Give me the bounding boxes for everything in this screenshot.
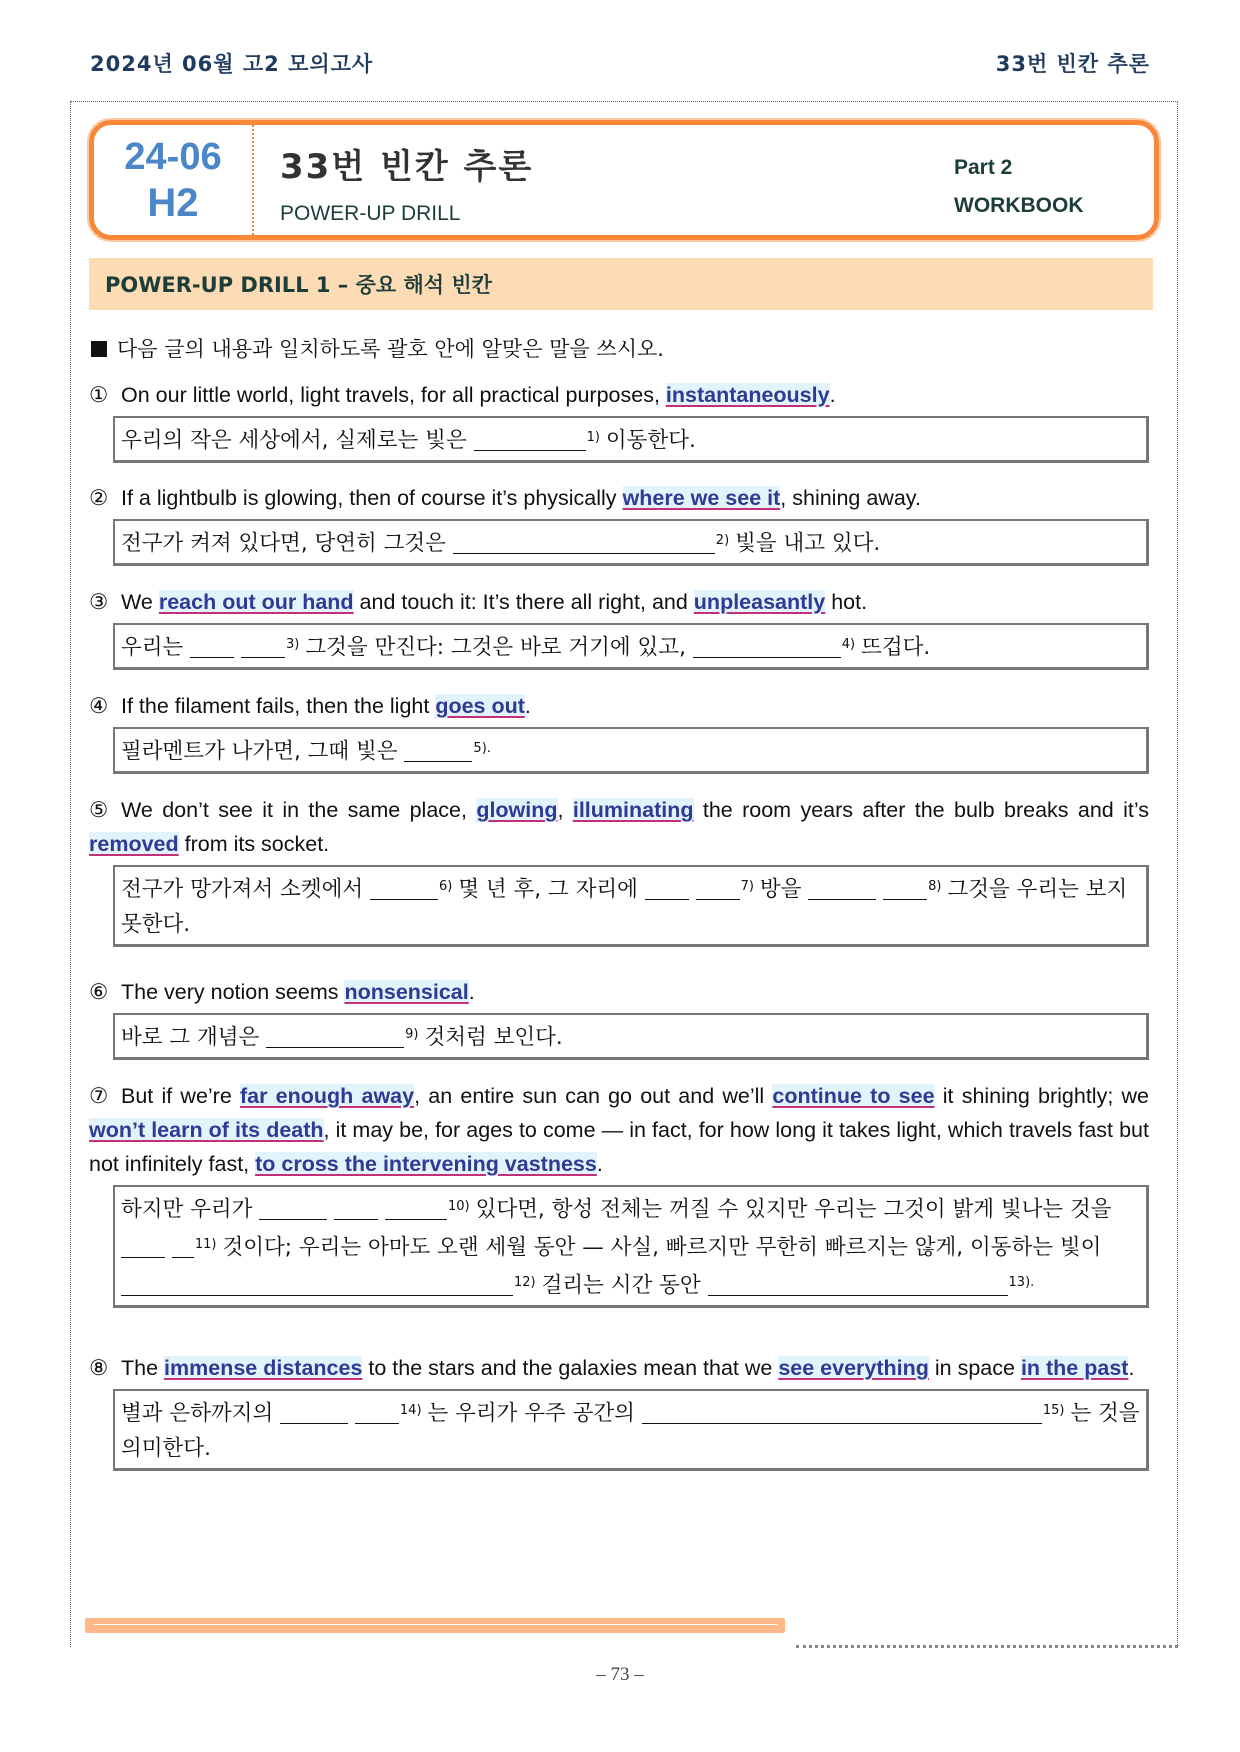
english-sentence: ③ We reach out our hand and touch it: It’s there all right, and unpleasantly hot. (89, 585, 1149, 619)
page-title: 33번 빈칸 추론 (280, 147, 534, 187)
page-header (90, 48, 1150, 78)
translation-box: 필라멘트가 나가면, 그때 빛은 $^{5).}$ (113, 727, 1149, 774)
highlighted-phrase: illuminating (572, 798, 694, 822)
answer-blank-10c[interactable] (385, 1196, 447, 1220)
highlighted-phrase: continue to see (772, 1084, 935, 1108)
exam-code (94, 125, 254, 235)
answer-blank-11b[interactable] (172, 1234, 194, 1258)
answer-blank-8b[interactable] (883, 876, 927, 900)
highlighted-phrase: instantaneously (665, 383, 830, 407)
answer-blank-10a[interactable] (259, 1196, 327, 1220)
english-sentence: ⑧ The immense distances to the stars and the galaxies mean that we see everything in space in the past. (89, 1351, 1149, 1385)
workbook-label: WORKBOOK (954, 194, 1084, 217)
highlighted-phrase: to cross the intervening vastness (255, 1152, 597, 1176)
item-number: ⑦ (89, 1084, 109, 1108)
english-sentence: ④ If the filament fails, then the light goes out. (89, 689, 1149, 723)
square-bullet-icon (91, 341, 107, 357)
highlighted-phrase: glowing (476, 798, 558, 822)
english-sentence: ⑦ But if we’re far enough away, an entire sun can go out and we’ll continue to see it shining brightly; we won’t learn of its death, it may be, for ages to come — in fact, for how long it takes light, which travels fast but not infinitely fast, to cross the intervening vastness. (89, 1079, 1149, 1181)
translation-box: 우리는 $^{3)}$ 그것을 만진다: 그것은 바로 거기에 있고, $^{4)}$ 뜨겁다. (113, 623, 1149, 670)
english-sentence: ② If a lightbulb is glowing, then of course it’s physically where we see it, shining away. (89, 481, 1149, 515)
english-sentence: ① On our little world, light travels, for all practical purposes, instantaneously. (89, 378, 1149, 412)
answer-blank-3a[interactable] (190, 634, 234, 658)
exam-code-grade: H2 (147, 181, 199, 225)
answer-blank-14a[interactable] (280, 1400, 348, 1424)
item-number: ⑧ (89, 1356, 109, 1380)
item-number: ④ (89, 694, 109, 718)
frame-bottom-border (796, 1645, 1178, 1648)
highlighted-phrase: reach out our hand (158, 590, 354, 614)
question-type-label: 33번 빈칸 추론 (995, 52, 1150, 76)
highlighted-phrase: in the past (1020, 1356, 1129, 1380)
exercise-item-8 (89, 1351, 1149, 1471)
answer-blank-15[interactable] (642, 1400, 1042, 1424)
answer-blank-9[interactable] (266, 1024, 404, 1048)
translation-box: 하지만 우리가 $^{10)}$ 있다면, 항성 전체는 꺼질 수 있지만 우리는 그것이 밝게 빛나는 것을 $^{11)}$ 것이다; 우리는 아마도 오랜 세월 동안 — 사실, 빠르지만 무한히 빠르지는 않게, 이동하는 빛이 $^{12)}$ 걸리는 시간 동안 $^{13).}$ (113, 1185, 1149, 1308)
answer-blank-3b[interactable] (241, 634, 285, 658)
highlighted-phrase: immense distances (164, 1356, 363, 1380)
exercise-item-2 (89, 481, 1149, 566)
footer-decoration-bar (85, 1618, 785, 1633)
answer-blank-4[interactable] (693, 634, 841, 658)
exercise-item-4 (89, 689, 1149, 774)
item-number: ③ (89, 590, 109, 614)
answer-blank-6[interactable] (370, 876, 438, 900)
exercise-item-3 (89, 585, 1149, 670)
part-label: Part 2 (954, 156, 1013, 179)
answer-blank-12[interactable] (121, 1272, 513, 1296)
exercise-item-6 (89, 975, 1149, 1060)
instruction-text: 다음 글의 내용과 일치하도록 괄호 안에 알맞은 말을 쓰시오. (117, 337, 664, 361)
page-subtitle: POWER-UP DRILL (280, 202, 461, 225)
item-number: ⑤ (89, 798, 109, 822)
section-title: POWER-UP DRILL 1 – 중요 해석 빈칸 (105, 273, 492, 297)
instruction (91, 333, 664, 363)
answer-blank-11a[interactable] (121, 1234, 165, 1258)
highlighted-phrase: see everything (778, 1356, 929, 1380)
section-heading (89, 258, 1153, 310)
answer-blank-5[interactable] (404, 738, 472, 762)
english-sentence: ⑥ The very notion seems nonsensical. (89, 975, 1149, 1009)
highlighted-phrase: where we see it (622, 486, 781, 510)
exercise-item-1 (89, 378, 1149, 463)
translation-box: 우리의 작은 세상에서, 실제로는 빛은 $^{1)}$ 이동한다. (113, 416, 1149, 463)
english-sentence: ⑤ We don’t see it in the same place, glowing, illuminating the room years after the bulb breaks and it’s removed from its socket. (89, 793, 1149, 861)
highlighted-phrase: far enough away (240, 1084, 415, 1108)
highlighted-phrase: removed (89, 832, 179, 856)
highlighted-phrase: unpleasantly (693, 590, 826, 614)
exercise-item-7 (89, 1079, 1149, 1308)
item-number: ② (89, 486, 109, 510)
title-box (89, 120, 1159, 240)
exam-label: 2024년 06월 고2 모의고사 (90, 52, 374, 76)
highlighted-phrase: goes out (435, 694, 525, 718)
item-number: ⑥ (89, 980, 109, 1004)
highlighted-phrase: nonsensical (344, 980, 469, 1004)
exercise-item-5 (89, 793, 1149, 947)
answer-blank-13[interactable] (708, 1272, 1008, 1296)
exam-code-date: 24-06 (124, 136, 222, 178)
answer-blank-2[interactable] (453, 530, 715, 554)
page-number: – 73 – (596, 1664, 644, 1685)
translation-box: 전구가 망가져서 소켓에서 $^{6)}$ 몇 년 후, 그 자리에 $^{7)}$ 방을 $^{8)}$ 그것을 우리는 보지 못한다. (113, 865, 1149, 947)
answer-blank-7b[interactable] (696, 876, 740, 900)
answer-blank-10b[interactable] (334, 1196, 378, 1220)
answer-blank-8a[interactable] (808, 876, 876, 900)
answer-blank-1[interactable] (474, 427, 586, 451)
translation-box: 별과 은하까지의 $^{14)}$ 는 우리가 우주 공간의 $^{15)}$ 는 것을 의미한다. (113, 1389, 1149, 1471)
highlighted-phrase: won’t learn of its death (89, 1118, 324, 1142)
answer-blank-7a[interactable] (645, 876, 689, 900)
translation-box: 바로 그 개념은 $^{9)}$ 것처럼 보인다. (113, 1013, 1149, 1060)
translation-box: 전구가 켜져 있다면, 당연히 그것은 $^{2)}$ 빛을 내고 있다. (113, 519, 1149, 566)
item-number: ① (89, 383, 109, 407)
answer-blank-14b[interactable] (355, 1400, 399, 1424)
